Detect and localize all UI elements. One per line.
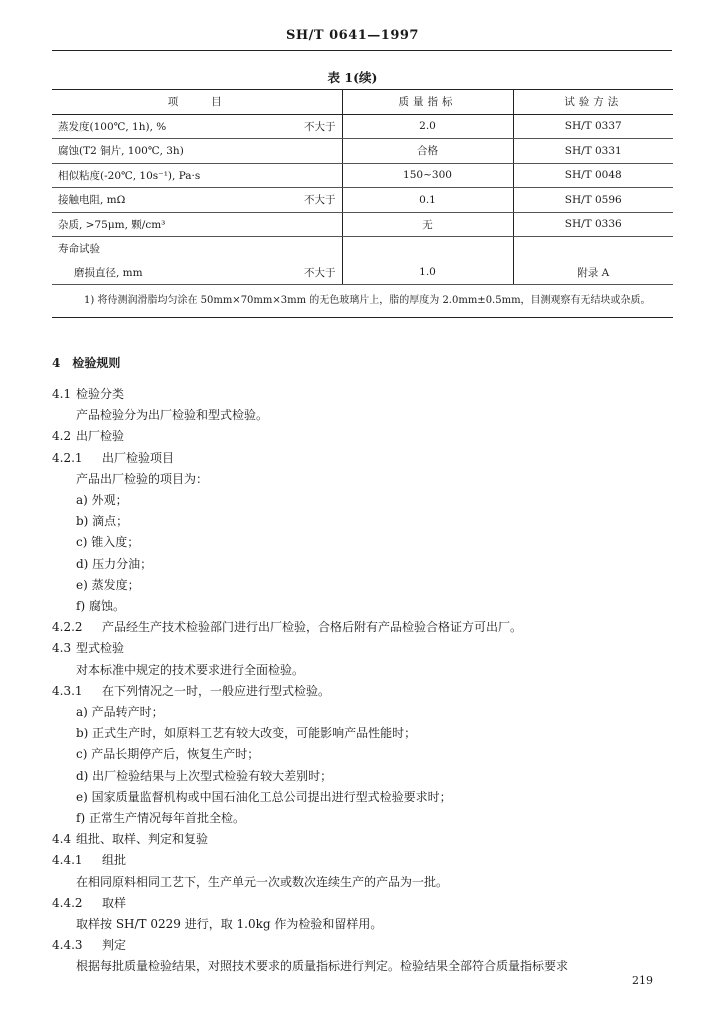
- clause-body: 取样按 SH/T 0229 进行，取 1.0kg 作为检验和留样用。: [76, 917, 383, 931]
- clause-text: [76, 406, 268, 423]
- row-value: 无: [342, 212, 513, 237]
- clause-body: 出厂检验: [76, 429, 125, 444]
- table-row: [52, 114, 673, 139]
- table-row: [52, 139, 673, 164]
- life-test-label: 寿命试验: [58, 243, 100, 256]
- table-row: [52, 261, 673, 285]
- clause-body: 在下列情况之一时，一般应进行型式检验。: [102, 683, 331, 698]
- clause-text: [76, 915, 382, 932]
- clause-body: 出厂检验项目: [102, 450, 175, 465]
- row-value: 0.1: [342, 188, 513, 213]
- clause-heading: [52, 427, 124, 444]
- page-number: 219: [632, 974, 653, 987]
- clause-text: [76, 809, 245, 826]
- clause-heading: [52, 830, 208, 847]
- clause-body: c) 产品长期停产后，恢复生产时；: [76, 747, 260, 762]
- clause-body: 根据每批质量检验结果，对照技术要求的质量指标进行判定。检验结果全部符合质量指标要求: [76, 959, 569, 974]
- clause-body: 型式检验: [76, 641, 125, 656]
- clause-text: [76, 957, 568, 974]
- clause-text: [76, 555, 152, 572]
- clause-text: [76, 491, 128, 508]
- clause-body: 组批: [102, 853, 127, 868]
- table-row: [52, 163, 673, 188]
- clause-body: 产品检验分为出厂检验和型式检验。: [76, 408, 269, 423]
- clause-heading: [52, 385, 124, 402]
- section-heading: 4 检验规则: [52, 356, 121, 370]
- clause-body: b) 滴点；: [76, 514, 129, 529]
- clause-text: [76, 724, 416, 741]
- clause-text: [76, 661, 304, 678]
- clause-body: 检验分类: [76, 387, 125, 401]
- row-value: 1.0: [342, 261, 513, 285]
- spec-table: [52, 89, 673, 318]
- table-row: [52, 212, 673, 237]
- row-method: SH/T 0596: [513, 188, 673, 213]
- row-value: 2.0: [342, 114, 513, 139]
- clause-text: [76, 533, 139, 550]
- row-method: SH/T 0048: [513, 163, 673, 188]
- row-item: 腐蚀(T2 铜片, 100℃, 3h): [52, 139, 342, 164]
- clause-heading: [52, 936, 126, 953]
- clause-body: 判定: [102, 938, 127, 953]
- clause-body: 产品出厂检验的项目为：: [76, 471, 209, 486]
- row-item: 蒸发度(100℃, 1h), % 不大于: [52, 114, 342, 139]
- clause-text: [76, 873, 448, 890]
- clause-text: [76, 597, 125, 614]
- row-value: 150~300: [342, 163, 513, 188]
- row-value: 合格: [342, 139, 513, 164]
- row-item: 相似粘度(-20℃, 10s⁻¹), Pa·s: [52, 163, 342, 188]
- row-item: 磨损直径, mm 不大于: [52, 261, 342, 285]
- row-method: SH/T 0336: [513, 212, 673, 237]
- standard-code-header: SH/T 0641—1997: [286, 28, 419, 43]
- clause-number: 4.2.2: [52, 620, 83, 635]
- clause-body: 在相同原料相同工艺下，生产单元一次或数次连续生产的产品为一批。: [76, 874, 449, 889]
- clause-number: 4.3.1: [52, 683, 83, 698]
- row-method: SH/T 0337: [513, 114, 673, 139]
- clause-body: d) 出厂检验结果与上次型式检验有较大差别时；: [76, 768, 333, 783]
- clause-body: e) 国家质量监督机构或中国石油化工总公司提出进行型式检验要求时；: [76, 789, 452, 804]
- table-footnote-row: [52, 285, 673, 318]
- row-method: 附录 A: [513, 261, 673, 285]
- clause-body: f) 正常生产情况每年首批全检。: [76, 811, 245, 825]
- clause-heading: [52, 894, 126, 911]
- clause-text: [76, 788, 452, 805]
- clause-body: e) 蒸发度；: [76, 577, 140, 592]
- clause-number: 4.1: [52, 387, 72, 401]
- table-footnote: 1) 将待测润滑脂均匀涂在 50mm×70mm×3mm 的无色玻璃片上，脂的厚度为 2.0mm±0.5mm，目测观察有无结块或杂质。: [84, 295, 651, 307]
- col-header-method: 试验方法: [513, 90, 673, 115]
- clause-number: 4.4.2: [52, 895, 83, 910]
- clause-number: 4.4.3: [52, 938, 83, 953]
- row-method: SH/T 0331: [513, 139, 673, 164]
- table-header-row: [52, 90, 673, 115]
- clause-text: [76, 767, 332, 784]
- clause-body: 取样: [102, 895, 127, 910]
- clause-text: [76, 576, 140, 593]
- clause-body: a) 产品转产时；: [76, 705, 164, 719]
- table-title: 表 1(续): [327, 70, 378, 85]
- clause-number: 4.2.1: [52, 450, 83, 465]
- clause-number: 4.4: [52, 832, 72, 847]
- clause-number: 4.3: [52, 641, 72, 656]
- col-header-spec: 质量指标: [342, 90, 513, 115]
- clause-body: c) 锥入度；: [76, 535, 140, 550]
- clause-body: 产品经生产技术检验部门进行出厂检验，合格后附有产品检验合格证方可出厂。: [102, 620, 523, 635]
- life-test-label-row: [52, 237, 673, 261]
- table-row: [52, 188, 673, 213]
- header-rule: [52, 50, 672, 51]
- col-header-item: 项 目: [52, 90, 342, 115]
- clause-heading: [52, 639, 124, 656]
- clause-text: [76, 703, 164, 720]
- clause-number: 4.4.1: [52, 853, 83, 868]
- row-item: 接触电阻, mΩ 不大于: [52, 188, 342, 213]
- clause-heading: [52, 851, 126, 868]
- clause-body: f) 腐蚀。: [76, 599, 125, 613]
- clause-body: a) 外观；: [76, 493, 128, 507]
- clause-heading: [52, 618, 522, 635]
- clause-body: 组批、取样、判定和复验: [76, 832, 209, 847]
- clause-number: 4.2: [52, 429, 72, 444]
- clause-body: 对本标准中规定的技术要求进行全面检验。: [76, 662, 305, 677]
- row-item: 杂质, >75μm, 颗/cm³: [52, 212, 342, 237]
- clause-heading: [52, 682, 330, 699]
- clause-text: [76, 512, 128, 529]
- clause-text: [76, 745, 259, 762]
- clause-text: [76, 470, 208, 487]
- clause-heading: [52, 449, 174, 466]
- clause-body: d) 压力分油；: [76, 556, 153, 571]
- clause-body: b) 正式生产时，如原料工艺有较大改变，可能影响产品性能时；: [76, 726, 417, 741]
